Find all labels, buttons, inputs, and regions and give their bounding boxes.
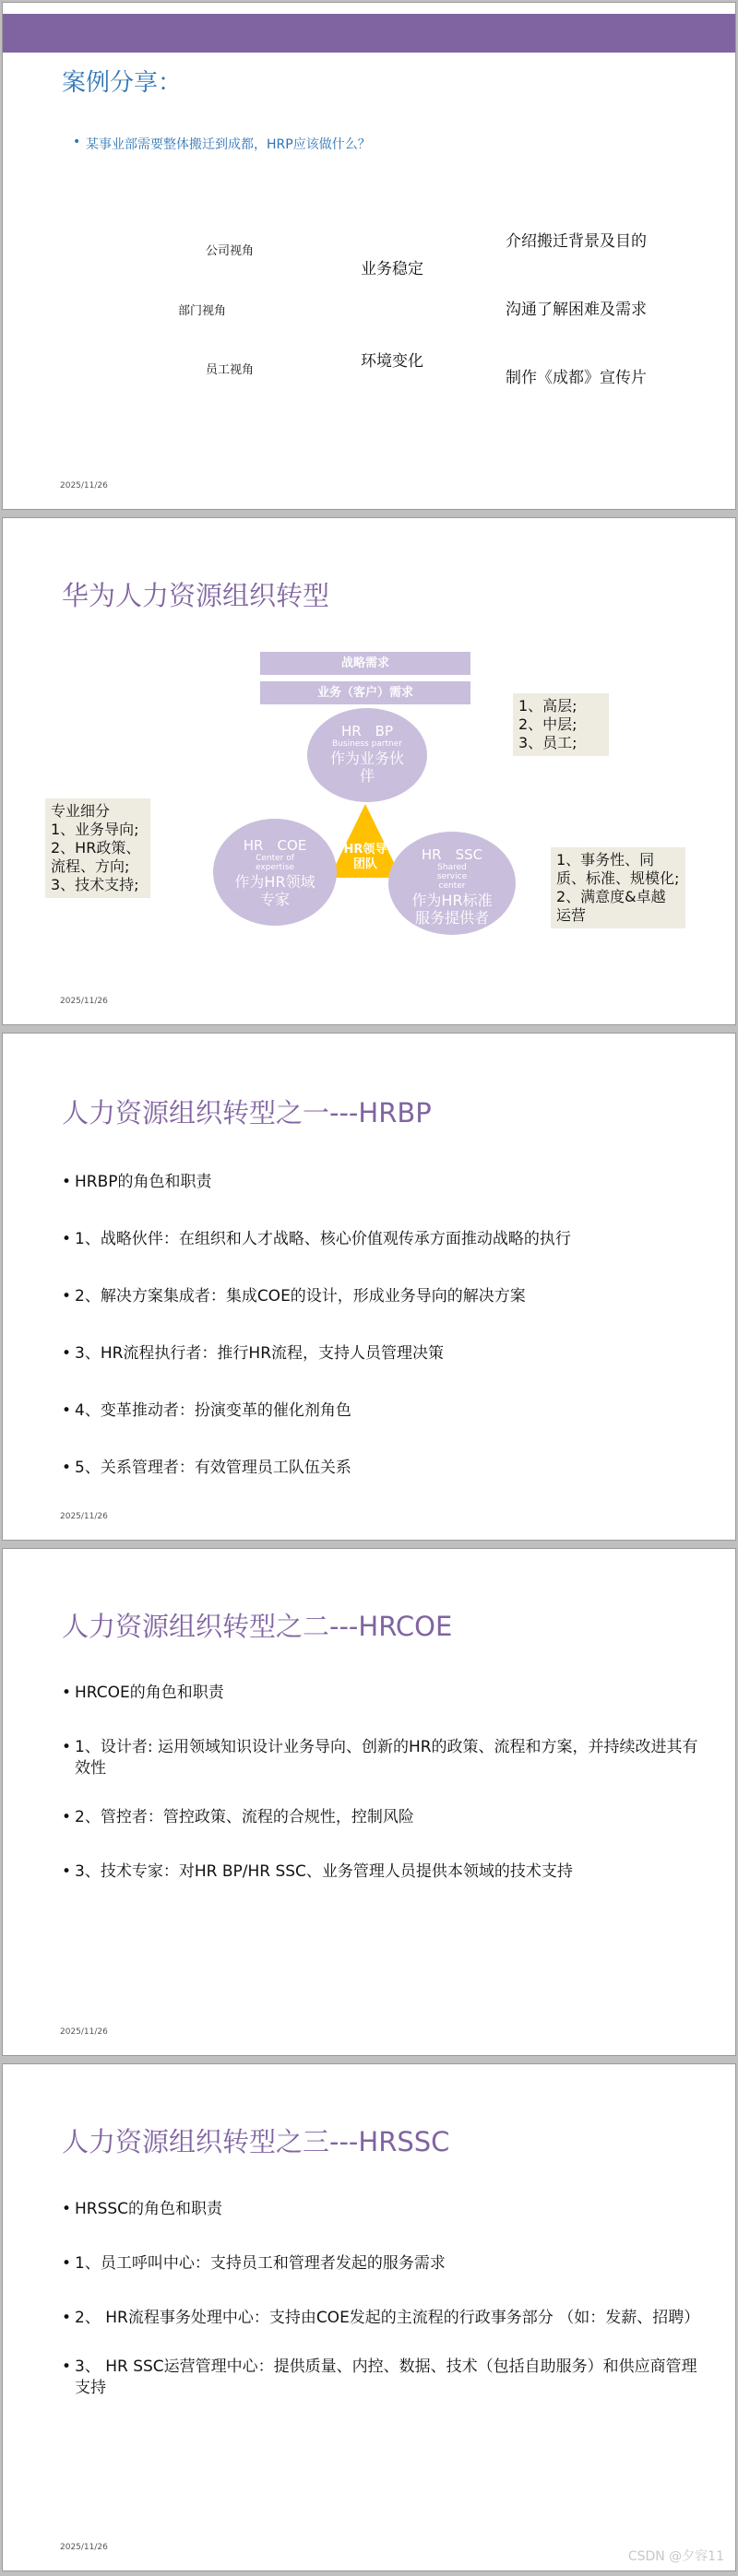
csdn-watermark: CSDN @夕容11 — [627, 2549, 724, 2564]
bp-en: HR BP — [340, 723, 394, 739]
environment-change-label: 环境变化 — [361, 352, 423, 371]
note-line: 3、员工; — [518, 734, 577, 751]
note-line: 3、技术支持; — [51, 876, 139, 893]
slide-title: 人力资源组织转型之三---HRSSC — [62, 2126, 450, 2157]
list-item: • 2、 HR流程事务处理中心：支持由COE发起的主流程的行政事务部分 （如：发薪、招聘） — [62, 2308, 708, 2329]
hrbp-role-list — [62, 1172, 708, 1479]
hr-leadership-team: HR领导团队 — [343, 843, 387, 871]
ssc-en: HR SSC — [421, 846, 483, 863]
hr-coe-circle — [213, 819, 337, 926]
list-item: • 1、战略伙伴：在组织和人才战略、核心价值观传承方面推动战略的执行 — [62, 1229, 708, 1250]
list-item: • 3、 HR SSC运营管理中心：提供质量、内控、数据、技术（包括自助服务）和供应商管理支持 — [62, 2357, 708, 2399]
coe-en: HR COE — [243, 837, 307, 854]
note-line: 2、中层; — [518, 715, 577, 733]
slide-title: 人力资源组织转型之二---HRCOE — [62, 1611, 453, 1642]
note-line: 1、高层; — [518, 697, 577, 715]
slide-hrssc — [2, 2063, 736, 2571]
slide-case-share — [2, 2, 736, 510]
slide-title: 人力资源组织转型之一---HRBP — [62, 1097, 432, 1128]
hrcoe-role-list — [62, 1683, 708, 1883]
bp-zh: 作为业务伙伴 — [329, 749, 404, 786]
hr-ssc-circle — [388, 832, 516, 935]
slide-hrbp — [2, 1033, 736, 1541]
top-accent-bar — [3, 14, 735, 53]
list-item: • 2、解决方案集成者：集成COE的设计，形成业务导向的解决方案 — [62, 1286, 708, 1307]
coe-sub: Center of expertise — [256, 854, 294, 872]
slide-date: 2025/11/26 — [60, 2027, 108, 2037]
business-demand-banner: 业务（客户）需求 — [260, 681, 470, 704]
list-item: • 3、HR流程执行者：推行HR流程，支持人员管理决策 — [62, 1343, 708, 1365]
bp-sub: Business partner — [332, 739, 402, 749]
slide-hrcoe — [2, 1548, 736, 2056]
slide-title: 华为人力资源组织转型 — [62, 580, 330, 611]
note-line: 1、业务导向; — [51, 821, 139, 838]
note-specialization — [45, 798, 150, 898]
business-stable-label: 业务稳定 — [361, 260, 423, 278]
note-levels — [513, 693, 609, 756]
list-item: • 1、员工呼叫中心：支持员工和管理者发起的服务需求 — [62, 2253, 708, 2275]
slide-date: 2025/11/26 — [60, 481, 108, 490]
list-item: • 4、变革推动者：扮演变革的催化剂角色 — [62, 1400, 708, 1422]
case-question: • 某事业部需要整体搬迁到成都，HRP应该做什么？ — [86, 135, 371, 153]
list-item: • HRSSC的角色和职责 — [62, 2199, 708, 2220]
ssc-sub: Shared service center — [436, 863, 468, 891]
slide-date: 2025/11/26 — [60, 997, 108, 1006]
coe-zh: 作为HR领域专家 — [234, 872, 315, 908]
slide-huawei-hr-transformation — [2, 517, 736, 1025]
note-line: 专业细分 — [51, 802, 111, 820]
department-view-label: 部门视角 — [178, 304, 227, 318]
list-item: • 2、管控者：管控政策、流程的合规性，控制风险 — [62, 1807, 708, 1828]
ssc-zh: 作为HR标准服务提供者 — [411, 891, 493, 927]
employee-view-label: 员工视角 — [206, 363, 255, 377]
slide-date: 2025/11/26 — [60, 2543, 108, 2552]
company-view-label: 公司视角 — [206, 244, 255, 258]
note-line: 1、事务性、同质、标准、规模化; — [556, 851, 680, 887]
slide-date: 2025/11/26 — [60, 1512, 108, 1521]
list-item: • HRBP的角色和职责 — [62, 1172, 708, 1193]
list-item: • 3、技术专家：对HR BP/HR SSC、业务管理人员提供本领域的技术支持 — [62, 1861, 708, 1883]
note-line: 2、满意度&卓越运营 — [556, 888, 666, 924]
slide-title: 案例分享： — [62, 69, 183, 97]
hrssc-role-list — [62, 2199, 708, 2399]
list-item: • HRCOE的角色和职责 — [62, 1683, 708, 1704]
strategy-demand-banner: 战略需求 — [260, 652, 470, 675]
note-line: 2、HR政策、流程、方向; — [51, 839, 141, 875]
note-operations — [551, 847, 685, 928]
hr-bp-circle — [307, 708, 427, 802]
action-promo-video: 制作《成都》宣传片 — [506, 369, 647, 387]
action-introduce: 介绍搬迁背景及目的 — [506, 232, 647, 251]
action-communicate: 沟通了解困难及需求 — [506, 301, 647, 319]
list-item: • 5、关系管理者：有效管理员工队伍关系 — [62, 1458, 708, 1479]
bp-callout-line — [416, 725, 513, 756]
list-item: • 1、设计者: 运用领域知识设计业务导向、创新的HR的政策、流程和方案，并持续改进其有效性 — [62, 1737, 708, 1779]
